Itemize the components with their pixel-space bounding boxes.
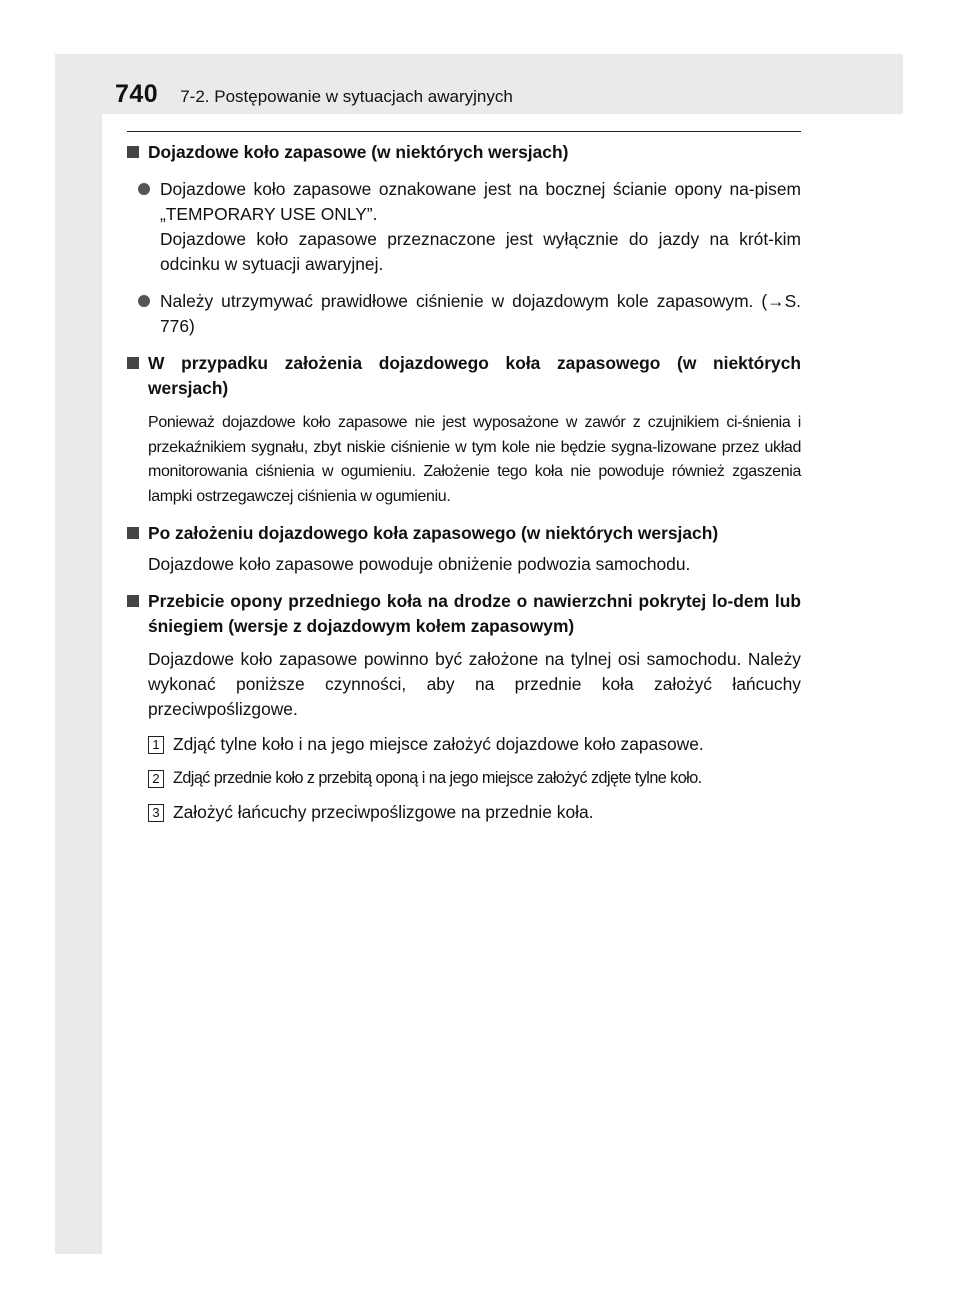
step-number: 3	[148, 804, 164, 822]
step-item	[148, 766, 801, 791]
bullet-text: Dojazdowe koło zapasowe oznakowane jest na bocznej ścianie opony na-pisem „TEMPORARY USE ONLY”.	[160, 179, 801, 224]
bullet-text: Należy utrzymywać prawidłowe ciśnienie w dojazdowym kole zapasowym. (→S. 776)	[160, 291, 801, 336]
step-number: 2	[148, 770, 164, 788]
bullet-text: Dojazdowe koło zapasowe przeznaczone jest wyłącznie do jazdy na krót-kim odcinku w sytuacji awaryjnej.	[160, 229, 801, 274]
section-heading-front-puncture: Przebicie opony przedniego koła na drodze o nawierzchni pokrytej lo-dem lub śniegiem (wersje z dojazdowym kołem zapasowym)	[127, 589, 801, 639]
step-item	[148, 732, 801, 757]
section-body: Dojazdowe koło zapasowe powoduje obniżenie podwozia samochodu.	[148, 554, 691, 574]
round-bullet-icon	[138, 183, 150, 195]
step-number: 1	[148, 736, 164, 754]
square-bullet-icon	[127, 527, 139, 539]
section-body: Dojazdowe koło zapasowe powinno być założone na tylnej osi samochodu. Należy wykonać poniższe czynności, aby na przednie koła założyć łańcuchy przeciwpoślizgowe.	[148, 649, 801, 719]
section-heading-spare-wheel: Dojazdowe koło zapasowe (w niektórych wersjach)	[127, 140, 801, 165]
content	[127, 138, 801, 825]
square-bullet-icon	[127, 595, 139, 607]
page-header	[115, 80, 513, 109]
section-body: Ponieważ dojazdowe koło zapasowe nie jest wyposażone w zawór z czujnikiem ci-śnienia i przekaźnikiem sygnału, zbyt niskie ciśnienie w tym kole nie będzie sygna-lizowane przez układ monitorowania ciśnienia w ogumieniu. Założenie tego koła nie powoduje również zgaszenia lampki ostrzegawczej ciśnienia w ogumieniu.	[148, 414, 801, 505]
step-text: Zdjąć tylne koło i na jego miejsce założyć dojazdowe koło zapasowe.	[173, 734, 704, 754]
step-text: Założyć łańcuchy przeciwpoślizgowe na przednie koła.	[173, 802, 594, 822]
section-heading-after-install: Po założeniu dojazdowego koła zapasowego (w niektórych wersjach)	[127, 521, 801, 546]
round-bullet-icon	[138, 295, 150, 307]
header-rule	[127, 131, 801, 132]
side-band	[55, 54, 102, 1254]
bullet-item	[138, 289, 801, 339]
square-bullet-icon	[127, 146, 139, 158]
step-text: Zdjąć przednie koło z przebitą oponą i na jego miejsce założyć zdjęte tylne koło.	[173, 769, 702, 787]
bullet-item	[138, 177, 801, 277]
chapter-title: 7-2. Postępowanie w sytuacjach awaryjnych	[180, 87, 513, 106]
square-bullet-icon	[127, 357, 139, 369]
page-number: 740	[115, 80, 159, 108]
section-heading-installed: W przypadku założenia dojazdowego koła zapasowego (w niektórych wersjach)	[127, 351, 801, 401]
step-item	[148, 800, 801, 825]
